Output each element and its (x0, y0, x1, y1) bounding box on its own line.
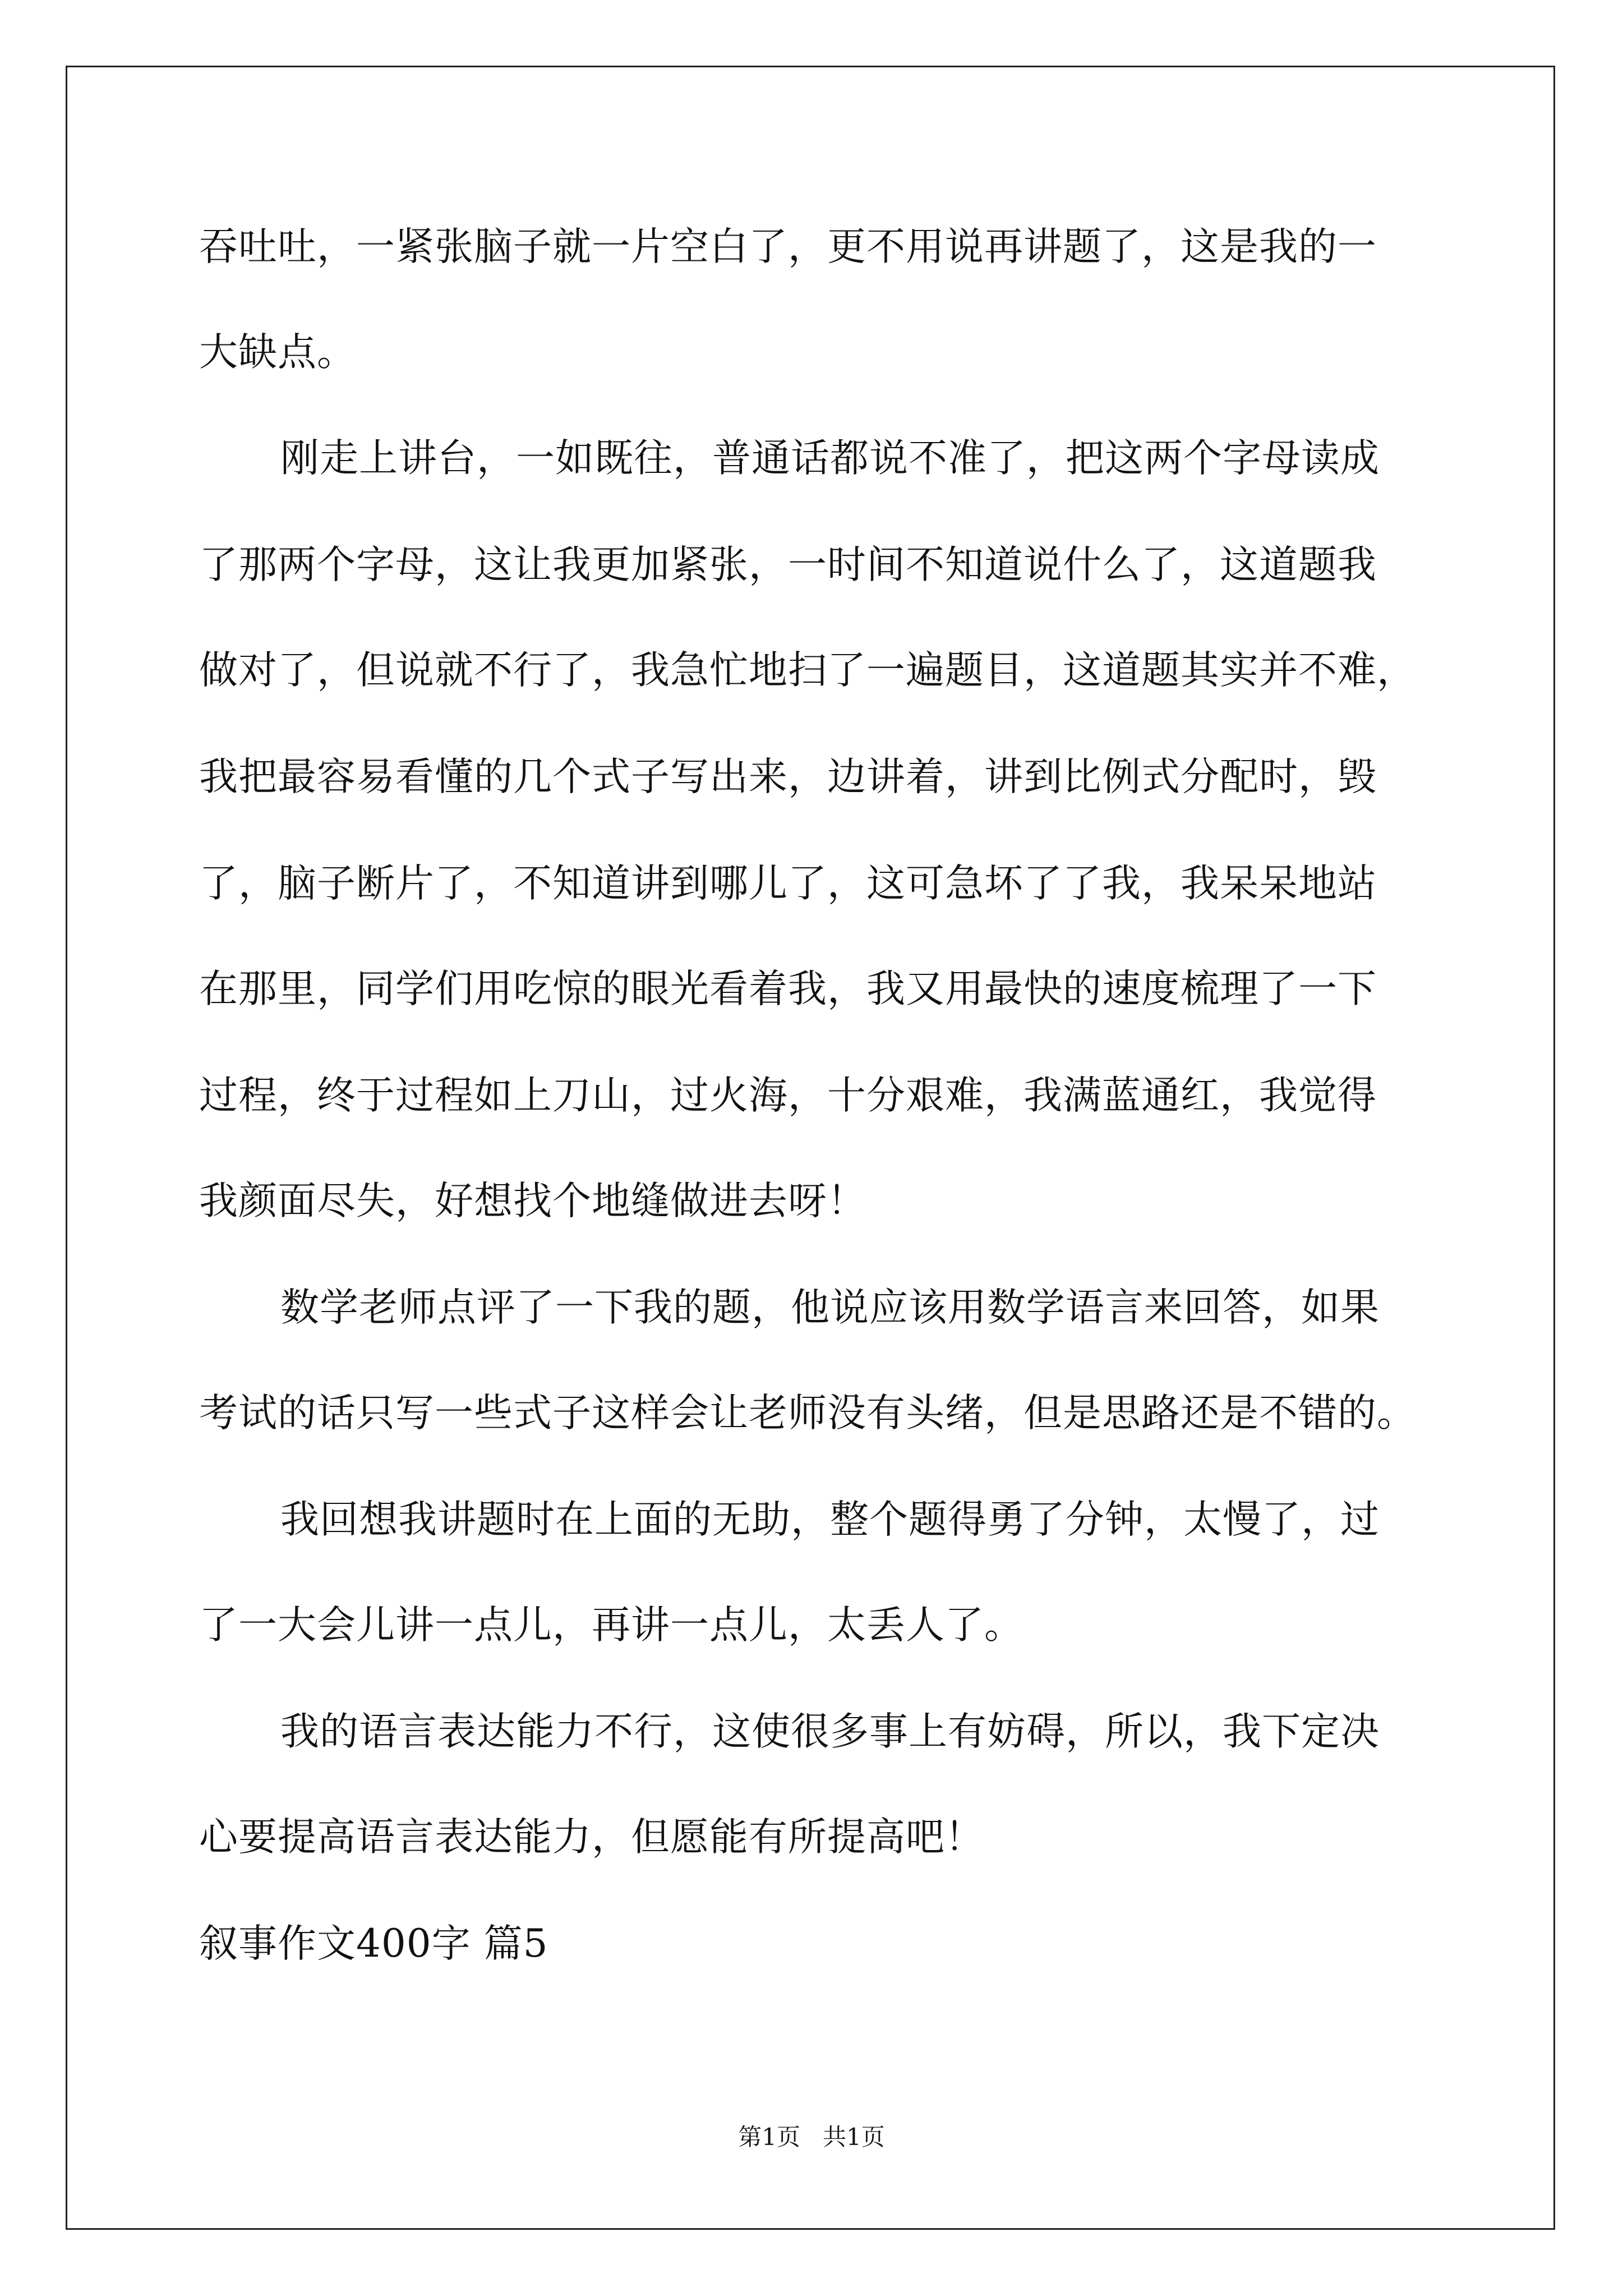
body-line: 我把最容易看懂的几个式子写出来，边讲着，讲到比例式分配时，毁 (199, 754, 1377, 799)
page-border (66, 66, 1555, 2230)
paragraph-start-line: 数学老师点评了一下我的题，他说应该用数学语言来回答，如果 (280, 1285, 1380, 1330)
body-line: 过程，终于过程如上刀山，过火海，十分艰难，我满蓝通红，我觉得 (199, 1073, 1377, 1118)
paragraph-start-line: 刚走上讲台，一如既往，普通话都说不准了，把这两个字母读成 (280, 436, 1380, 481)
body-line: 考试的话只写一些式子这样会让老师没有头绪，但是思路还是不错的。 (199, 1391, 1416, 1435)
paragraph-start-line: 我的语言表达能力不行，这使很多事上有妨碍，所以，我下定决 (280, 1709, 1380, 1754)
body-line: 心要提高语言表达能力，但愿能有所提高吧！ (199, 1815, 984, 1860)
body-line: 了那两个字母，这让我更加紧张，一时间不知道说什么了，这道题我 (199, 542, 1377, 587)
body-line: 了一大会儿讲一点儿，再讲一点儿，太丢人了。 (199, 1603, 1023, 1648)
body-line: 吞吐吐，一紧张脑子就一片空白了，更不用说再讲题了，这是我的一 (199, 224, 1377, 269)
body-line: 我颜面尽失，好想找个地缝做进去呀！ (199, 1179, 866, 1223)
body-line: 大缺点。 (199, 330, 356, 375)
page-number-footer: 第1页 共1页 (738, 2123, 885, 2151)
section-heading: 叙事作文400字 篇5 (199, 1921, 548, 1966)
body-line: 在那里，同学们用吃惊的眼光看着我，我又用最快的速度梳理了一下 (199, 967, 1377, 1011)
body-line: 做对了，但说就不行了，我急忙地扫了一遍题目，这道题其实并不难， (199, 648, 1416, 693)
body-line: 了，脑子断片了，不知道讲到哪儿了，这可急坏了了我，我呆呆地站 (199, 861, 1377, 906)
paragraph-start-line: 我回想我讲题时在上面的无助，整个题得勇了分钟，太慢了，过 (280, 1497, 1380, 1542)
